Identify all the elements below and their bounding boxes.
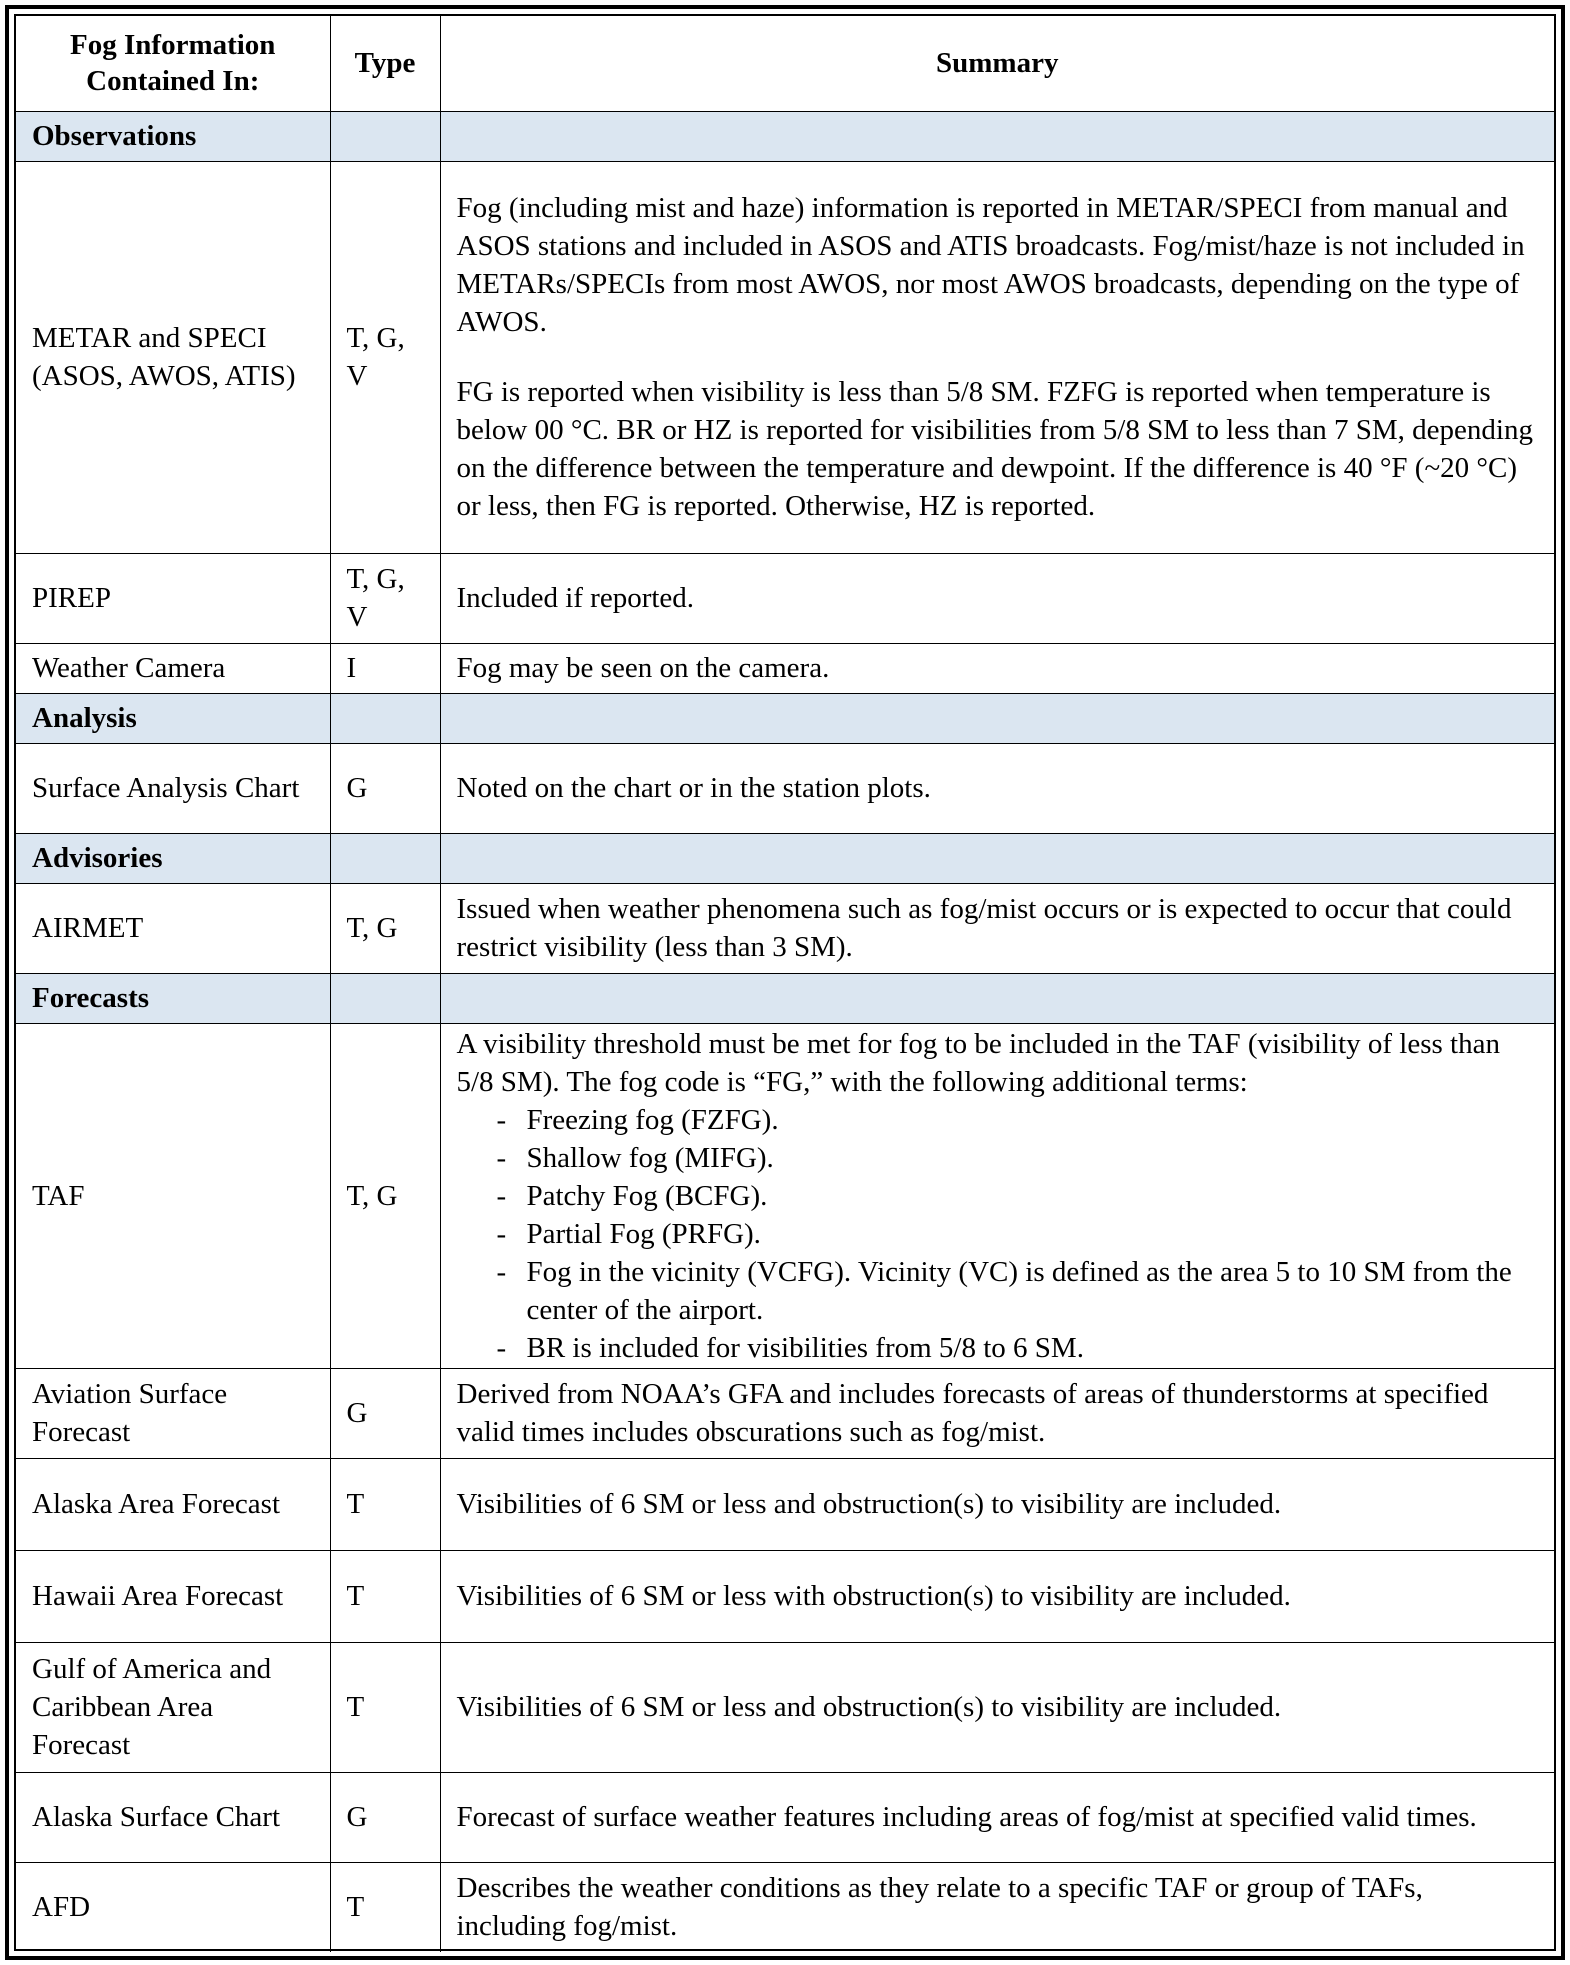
type-cell: T [330, 1642, 440, 1772]
table-row [16, 553, 1554, 643]
section-blank [440, 833, 1554, 883]
source-cell: Weather Camera [16, 643, 330, 693]
summary-cell: Derived from NOAA’s GFA and includes forecasts of areas of thunderstorms at specified valid times includes obscurations such as fog/mist. [440, 1368, 1554, 1458]
type-cell: T, G [330, 883, 440, 973]
table-frame [5, 5, 1565, 1960]
table-row [16, 161, 1554, 553]
section-blank [330, 833, 440, 883]
type-cell: G [330, 1368, 440, 1458]
type-cell: T [330, 1550, 440, 1642]
table-row [16, 1368, 1554, 1458]
fog-information-table [16, 16, 1554, 1952]
source-cell: Gulf of America and Caribbean Area Forecast [16, 1642, 330, 1772]
source-cell: Surface Analysis Chart [16, 743, 330, 833]
source-cell: Alaska Area Forecast [16, 1458, 330, 1550]
summary-paragraph: Fog (including mist and haze) information is reported in METAR/SPECI from manual and ASOS stations and included in ASOS and ATIS broadcasts. Fog/mist/haze is not included in METARs/SPECIs from most AWOS, nor most AWOS broadcasts, depending on the type of AWOS. [456, 192, 1525, 338]
list-item: - Patchy Fog (BCFG). [497, 1177, 1539, 1215]
table-row [16, 1550, 1554, 1642]
source-cell: AIRMET [16, 883, 330, 973]
list-item: - Fog in the vicinity (VCFG). Vicinity (VC) is defined as the area 5 to 10 SM from the center of the airport. [497, 1253, 1539, 1329]
fog-terms-list [457, 1101, 1539, 1367]
table-row [16, 1772, 1554, 1862]
table-row [16, 1458, 1554, 1550]
source-cell: Alaska Surface Chart [16, 1772, 330, 1862]
summary-cell [440, 161, 1554, 553]
source-cell: TAF [16, 1023, 330, 1368]
type-cell: T [330, 1862, 440, 1952]
section-title: Advisories [16, 833, 330, 883]
type-cell: G [330, 743, 440, 833]
summary-cell: Visibilities of 6 SM or less with obstruction(s) to visibility are included. [440, 1550, 1554, 1642]
summary-cell [440, 1023, 1554, 1368]
table-row [16, 883, 1554, 973]
type-cell: T, G [330, 1023, 440, 1368]
header-summary: Summary [440, 16, 1554, 111]
type-cell: T, G, V [330, 161, 440, 553]
source-cell: PIREP [16, 553, 330, 643]
section-title: Observations [16, 111, 330, 161]
table-inner-border [14, 14, 1556, 1951]
table-row [16, 1023, 1554, 1368]
list-item: - Freezing fog (FZFG). [497, 1101, 1539, 1139]
header-type: Type [330, 16, 440, 111]
list-item: - Partial Fog (PRFG). [497, 1215, 1539, 1253]
table-row [16, 643, 1554, 693]
table-row [16, 743, 1554, 833]
table-row [16, 1862, 1554, 1952]
header-row [16, 16, 1554, 111]
section-row-analysis [16, 693, 1554, 743]
section-row-forecasts [16, 973, 1554, 1023]
section-row-advisories [16, 833, 1554, 883]
summary-cell: Issued when weather phenomena such as fog/mist occurs or is expected to occur that could restrict visibility (less than 3 SM). [440, 883, 1554, 973]
section-title: Forecasts [16, 973, 330, 1023]
list-item: - BR is included for visibilities from 5/8 to 6 SM. [497, 1329, 1539, 1367]
summary-cell: Visibilities of 6 SM or less and obstruction(s) to visibility are included. [440, 1458, 1554, 1550]
section-row-observations [16, 111, 1554, 161]
type-cell: G [330, 1772, 440, 1862]
type-cell: T [330, 1458, 440, 1550]
section-blank [440, 111, 1554, 161]
source-cell: Hawaii Area Forecast [16, 1550, 330, 1642]
section-blank [330, 111, 440, 161]
summary-paragraph: FG is reported when visibility is less than 5/8 SM. FZFG is reported when temperature is below 00 °C. BR or HZ is reported for visibilities from 5/8 SM to less than 7 SM, depending on the difference between the temperature and dewpoint. If the difference is 40 °F (~20 °C) or less, then FG is reported. Otherwise, HZ is reported. [456, 376, 1533, 522]
summary-paragraph: A visibility threshold must be met for fog to be included in the TAF (visibility of less than 5/8 SM). The fog code is “FG,” with the following additional terms: [456, 1027, 1500, 1098]
header-info: Fog Information Contained In: [16, 16, 330, 111]
table-row [16, 1642, 1554, 1772]
summary-cell: Visibilities of 6 SM or less and obstruction(s) to visibility are included. [440, 1642, 1554, 1772]
section-blank [330, 693, 440, 743]
section-blank [440, 973, 1554, 1023]
summary-cell: Included if reported. [440, 553, 1554, 643]
section-title: Analysis [16, 693, 330, 743]
source-cell: Aviation Surface Forecast [16, 1368, 330, 1458]
section-blank [440, 693, 1554, 743]
type-cell: T, G, V [330, 553, 440, 643]
summary-cell: Describes the weather conditions as they relate to a specific TAF or group of TAFs, including fog/mist. [440, 1862, 1554, 1952]
list-item: - Shallow fog (MIFG). [497, 1139, 1539, 1177]
source-cell: AFD [16, 1862, 330, 1952]
summary-cell: Fog may be seen on the camera. [440, 643, 1554, 693]
section-blank [330, 973, 440, 1023]
source-cell: METAR and SPECI (ASOS, AWOS, ATIS) [16, 161, 330, 553]
type-cell: I [330, 643, 440, 693]
summary-cell: Forecast of surface weather features including areas of fog/mist at specified valid times. [440, 1772, 1554, 1862]
summary-cell: Noted on the chart or in the station plots. [440, 743, 1554, 833]
